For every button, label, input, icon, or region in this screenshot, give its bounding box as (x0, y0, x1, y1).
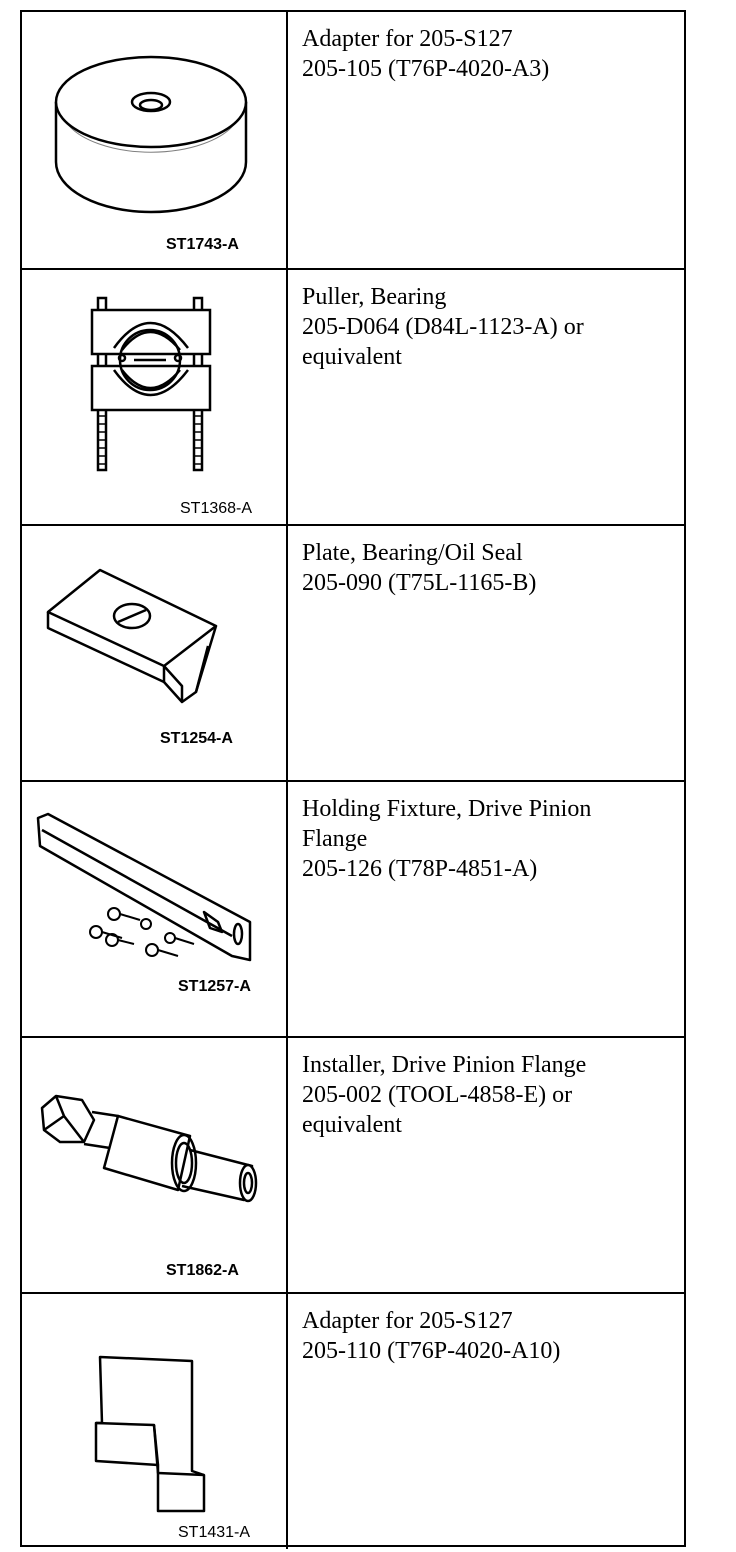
tool-number: 205-126 (T78P-4851-A) (302, 856, 538, 882)
tool-illustration-cell (22, 1038, 288, 1292)
illustration-code: ST1257-A (178, 978, 251, 995)
tool-description (302, 282, 674, 372)
adapter-disc-illustration (22, 12, 286, 268)
tool-illustration-cell (22, 12, 288, 268)
tool-name: Plate, Bearing/Oil Seal (302, 540, 523, 566)
tool-name: Installer, Drive Pinion Flange (302, 1052, 587, 1078)
tool-number: 205-090 (T75L-1165-B) (302, 570, 537, 596)
illustration-code: ST1368-A (180, 500, 253, 517)
tool-row (22, 526, 684, 782)
illustration-code: ST1254-A (160, 730, 233, 747)
tool-row (22, 1038, 684, 1294)
tool-note: equivalent (302, 1112, 402, 1138)
tool-number: 205-105 (T76P-4020-A3) (302, 56, 550, 82)
holding-fixture-illustration (22, 782, 286, 1036)
tool-description (302, 1050, 674, 1140)
tool-name-cont: Flange (302, 826, 368, 852)
tool-number: 205-110 (T76P-4020-A10) (302, 1338, 561, 1364)
pinion-flange-installer-illustration (22, 1038, 286, 1292)
tool-illustration-cell (22, 1294, 288, 1549)
tool-number: 205-002 (TOOL-4858-E) or (302, 1082, 573, 1108)
tool-description (302, 1306, 674, 1366)
tool-name: Adapter for 205-S127 (302, 26, 513, 52)
illustration-code: ST1862-A (166, 1262, 239, 1279)
tool-illustration-cell (22, 526, 288, 780)
tool-number: 205-D064 (D84L-1123-A) or (302, 314, 584, 340)
tool-illustration-cell (22, 270, 288, 524)
tool-description (302, 24, 674, 84)
tool-name: Adapter for 205-S127 (302, 1308, 513, 1334)
tool-row (22, 782, 684, 1038)
tool-note: equivalent (302, 344, 402, 370)
tool-name: Puller, Bearing (302, 284, 447, 310)
illustration-code: ST1431-A (178, 1524, 251, 1541)
illustration-code: ST1743-A (166, 236, 239, 253)
step-adapter-illustration (22, 1294, 286, 1549)
tool-name: Holding Fixture, Drive Pinion (302, 796, 592, 822)
tool-description (302, 538, 674, 598)
tool-row (22, 12, 684, 270)
oil-seal-plate-illustration (22, 526, 286, 780)
tool-row (22, 270, 684, 526)
tool-illustration-cell (22, 782, 288, 1036)
tool-row (22, 1294, 684, 1549)
tool-description (302, 794, 674, 884)
special-tools-table (20, 10, 686, 1547)
bearing-puller-illustration (22, 270, 286, 524)
